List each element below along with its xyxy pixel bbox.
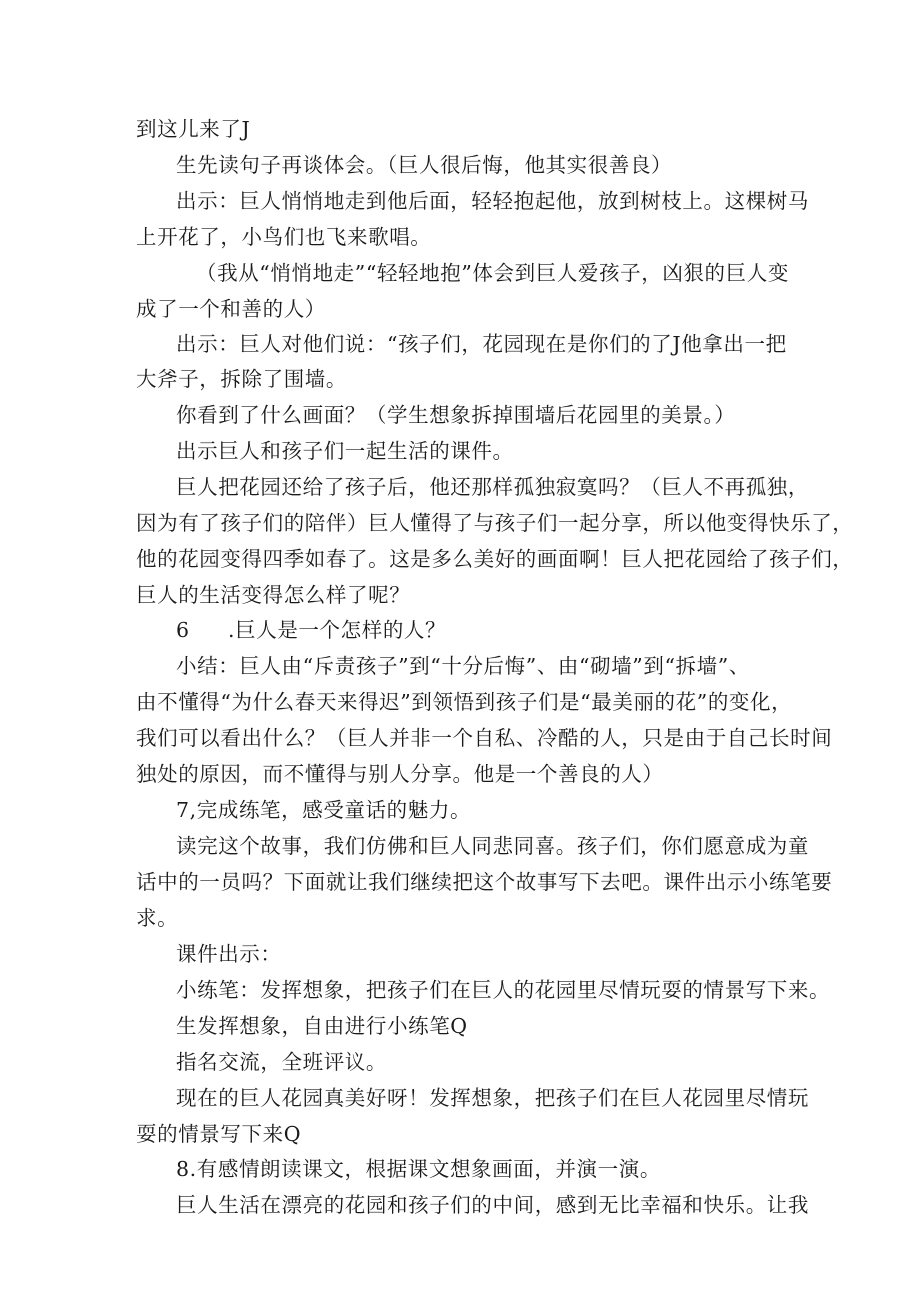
section-number: 6 xyxy=(176,618,190,642)
text-line: 成了一个和善的人） xyxy=(136,297,326,321)
text-line: 大斧子，拆除了围墙。 xyxy=(136,367,347,391)
text-line: 独处的原因，而不懂得与别人分享。他是一个善良的人） xyxy=(136,762,664,786)
section-heading-8: 8.有感情朗读课文，根据课文想象画面，并演一演。 xyxy=(176,1157,661,1181)
text-line: 上开花了，小鸟们也飞来歌唱。 xyxy=(136,225,432,249)
section-heading-7: 7,完成练笔，感受童话的魅力。 xyxy=(176,798,472,822)
text-line: 巨人生活在漂亮的花园和孩子们的中间，感到无比幸福和快乐。让我 xyxy=(176,1193,809,1217)
text-line: 我们可以看出什么？（巨人并非一个自私、冷酷的人，只是由于自己长时间 xyxy=(136,726,833,750)
text-line: 出示巨人和孩子们一起生活的课件。 xyxy=(176,439,514,463)
text-line: 现在的巨人花园真美好呀！发挥想象，把孩子们在巨人花园里尽情玩 xyxy=(176,1086,809,1110)
section-heading-6 xyxy=(176,617,446,643)
text-line: 读完这个故事，我们仿佛和巨人同悲同喜。孩子们，你们愿意成为童 xyxy=(176,834,809,858)
text-line: 你看到了什么画面？（学生想象拆掉围墙后花园里的美景。） xyxy=(176,403,736,427)
text-line: 耍的情景写下来Q xyxy=(136,1122,302,1146)
text-line: 求。 xyxy=(136,906,179,930)
text-line: 话中的一员吗？下面就让我们继续把这个故事写下去吧。课件出示小练笔要 xyxy=(136,870,833,894)
text-line: 小结：巨人由“斥责孩子”到“十分后悔”、由“砌墙”到“拆墙”、 xyxy=(176,654,750,678)
text-line: （我从“悄悄地走”“轻轻地抱”体会到巨人爱孩子，凶狠的巨人变 xyxy=(196,261,789,285)
text-line: 巨人的生活变得怎么样了呢？ xyxy=(136,583,411,607)
section-title: .巨人是一个怎样的人？ xyxy=(228,618,447,642)
text-line: 因为有了孩子们的陪伴）巨人懂得了与孩子们一起分享，所以他变得快乐了， xyxy=(136,511,854,535)
text-line: 课件出示： xyxy=(176,942,282,966)
text-line: 他的花园变得四季如春了。这是多么美好的画面啊！巨人把花园给了孩子们， xyxy=(136,547,854,571)
text-line: 生先读句子再谈体会。（巨人很后悔，他其实很善良） xyxy=(176,153,673,177)
text-line: 出示：巨人对他们说：“孩子们，花园现在是你们的了J他拿出一把 xyxy=(176,332,787,356)
text-line: 到这儿来了J xyxy=(136,117,251,141)
text-line: 出示：巨人悄悄地走到他后面，轻轻抱起他，放到树枝上。这棵树马 xyxy=(176,189,809,213)
text-line: 小练笔：发挥想象，把孩子们在巨人的花园里尽情玩耍的情景写下来。 xyxy=(176,978,831,1002)
text-line: 生发挥想象，自由进行小练笔Q xyxy=(176,1014,468,1038)
text-line: 巨人把花园还给了孩子后，他还那样孤独寂寞吗？（巨人不再孤独， xyxy=(176,475,809,499)
text-line: 由不懂得“为什么春天来得迟”到领悟到孩子们是“最美丽的花”的变化， xyxy=(136,690,793,714)
text-line: 指名交流，全班评议。 xyxy=(176,1050,387,1074)
